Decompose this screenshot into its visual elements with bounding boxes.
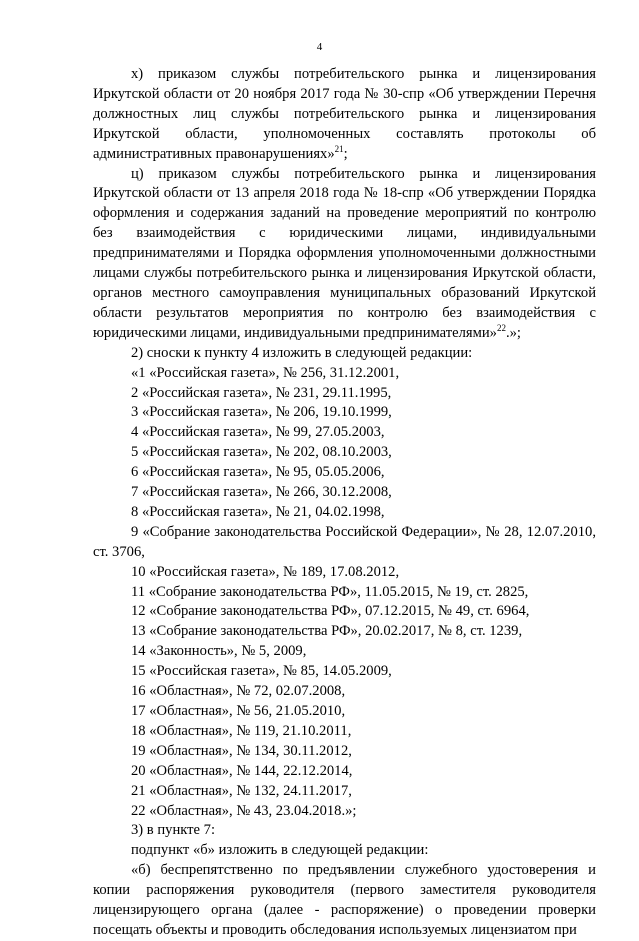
footnote-line: 16 «Областная», № 72, 02.07.2008,: [131, 683, 346, 700]
paragraph-ts-text: ц) приказом службы потребительского рынка и лицензирования Иркутской области от 13 апреля 2018 года № 18-спр «Об утверждении Порядка оформления и содержания заданий на проведение мероприятий по контролю без взаимодействия с юридическими лицами, индивидуальными предпринимателями и Порядка оформления уполномоченными должностными лицами службы потребительского рынка и лицензирования Иркутской области, органов местного самоуправления муниципальных образований Иркутской области результатов мероприятия по контролю без взаимодействия с юридическими лицами, индивидуальными предпринимателями»: [93, 165, 596, 341]
footnote-line: 8 «Российская газета», № 21, 04.02.1998,: [131, 503, 385, 520]
document-body: [93, 65, 596, 941]
footnote-9: 9 «Собрание законодательства Российской Федерации», № 28, 12.07.2010, ст. 3706,: [93, 523, 596, 560]
footnote-line: 4 «Российская газета», № 99, 27.05.2003,: [131, 424, 385, 441]
paragraph-ts: [93, 165, 596, 344]
footnote-line: 7 «Российская газета», № 266, 30.12.2008,: [131, 484, 392, 501]
footnote-line: «1 «Российская газета», № 256, 31.12.2001,: [131, 364, 400, 381]
footnote-line: 18 «Областная», № 119, 21.10.2011,: [131, 722, 352, 739]
subitem-b-intro: подпункт «б» изложить в следующей редакции:: [131, 842, 429, 859]
footnote-line: 21 «Областная», № 132, 24.11.2017,: [131, 782, 352, 799]
item-2-heading: 2) сноски к пункту 4 изложить в следующей редакции:: [131, 344, 473, 361]
footnote-line: 2 «Российская газета», № 231, 29.11.1995,: [131, 384, 392, 401]
footnote-line: 3 «Российская газета», № 206, 19.10.1999,: [131, 404, 392, 421]
footnote-list-b: [93, 563, 596, 822]
footnote-line: 12 «Собрание законодательства РФ», 07.12.2015, № 49, ст. 6964,: [131, 603, 530, 620]
paragraph-ts-tail: .»;: [505, 324, 521, 341]
footnote-line: 17 «Областная», № 56, 21.05.2010,: [131, 703, 346, 719]
paragraph-kh-tail: ;: [343, 145, 348, 162]
footnote-line: 22 «Областная», № 43, 23.04.2018.»;: [131, 802, 357, 819]
footnote-line: 13 «Собрание законодательства РФ», 20.02.2017, № 8, ст. 1239,: [131, 623, 523, 640]
footnote-line: 19 «Областная», № 134, 30.11.2012,: [131, 742, 352, 759]
footnote-line: 11 «Собрание законодательства РФ», 11.05.2015, № 19, ст. 2825,: [131, 583, 529, 600]
paragraph-kh-text: х) приказом службы потребительского рынка и лицензирования Иркутской области от 20 ноября 2017 года № 30-спр «Об утверждении Перечня должностных лиц службы потребительского рынка и лицензирования Иркутской области, уполномоченных составлять протоколы об административных правонарушениях»: [93, 66, 596, 162]
footnote-ref-22: 22: [496, 322, 506, 333]
page-number: 4: [316, 41, 323, 53]
footnote-line: 6 «Российская газета», № 95, 05.05.2006,: [131, 464, 385, 481]
footnote-line: 20 «Областная», № 144, 22.12.2014,: [131, 762, 353, 779]
footnote-ref-21: 21: [334, 143, 344, 154]
item-3-heading: 3) в пункте 7:: [131, 822, 216, 839]
paragraph-kh: [93, 65, 596, 165]
subitem-b-text: «б) беспрепятственно по предъявлении служебного удостоверения и копии распоряжения руководителя (первого заместителя руководителя лицензирующего органа (далее - распоряжение) о проведении проверки посещать объекты и проводить обследования используемых лицензиатом при: [93, 862, 596, 938]
footnote-line: 10 «Российская газета», № 189, 17.08.2012,: [131, 563, 400, 580]
footnote-list-a: [93, 364, 596, 523]
footnote-line: 5 «Российская газета», № 202, 08.10.2003,: [131, 444, 392, 461]
footnote-line: 14 «Законность», № 5, 2009,: [131, 643, 307, 660]
footnote-line: 15 «Российская газета», № 85, 14.05.2009,: [131, 663, 392, 680]
